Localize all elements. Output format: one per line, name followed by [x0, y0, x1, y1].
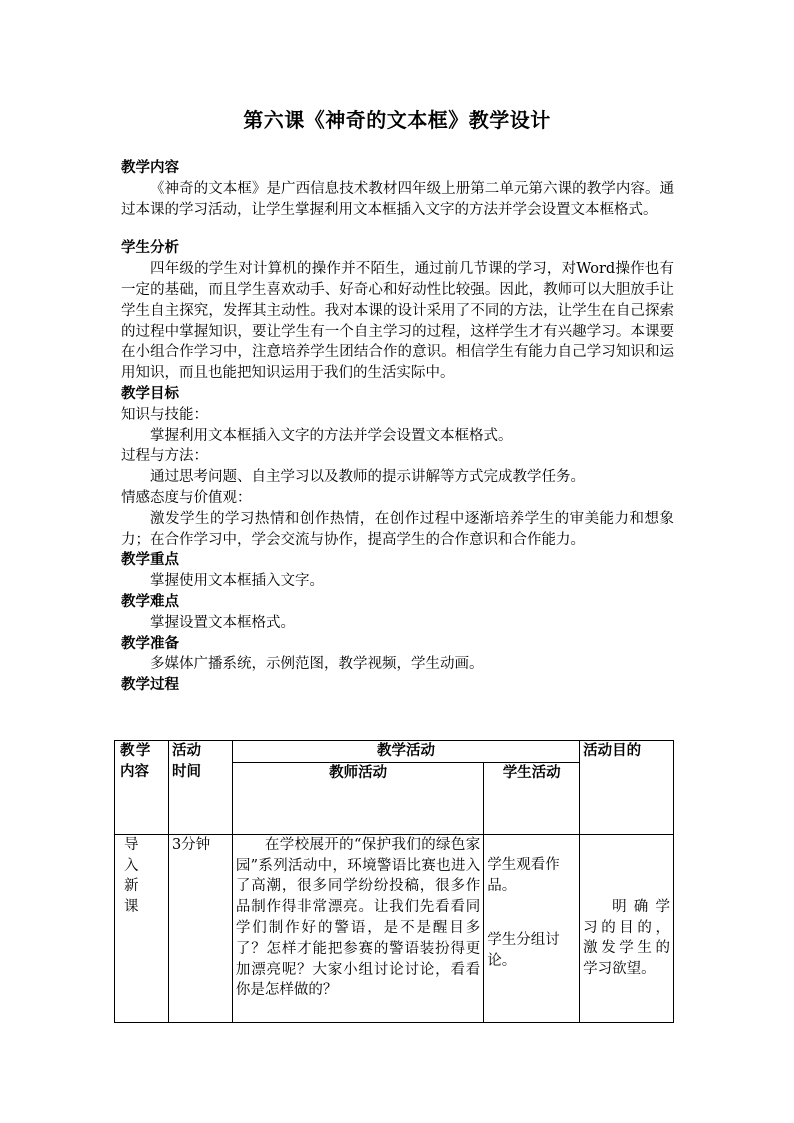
- goal-knowledge-text: 掌握利用文本框插入文字的方法并学会设置文本框格式。: [150, 427, 513, 444]
- preparation-text: 多媒体广播系统，示例范图，教学视频，学生动画。: [150, 656, 484, 673]
- goal-knowledge-label: 知识与技能：: [121, 406, 208, 423]
- section-heading-process: 教学过程: [121, 676, 179, 694]
- section-heading-goals: 教学目标: [121, 384, 179, 402]
- section-heading-content: 教学内容: [121, 159, 179, 176]
- document-body: [121, 158, 674, 696]
- lesson-process-table: [114, 740, 674, 1023]
- section-heading-key-point: 教学重点: [121, 551, 179, 569]
- analysis-paragraph: 四年级的学生对计算机的操作并不陌生，通过前几节课的学习，对Word操作也有一定的基础，而且学生喜欢动手、好奇心和好动性比较强。因此，教师可以大胆放手让学生自主探究，发挥其主动性。我对本课的设计采用了不同的方法，让学生在自己探索的过程中掌握知识，要让学生有一个自主学习的过程，这样学生才有兴趣学习。本课要在小组合作学习中，注意培养学生团结合作的意识。相信学生有能力自己学习知识和运用知识，而且也能把知识运用于我们的生活实际中。: [121, 261, 674, 382]
- header-student: 学生活动: [484, 762, 580, 834]
- header-teacher: 教师活动: [232, 762, 483, 834]
- goal-process-text: 通过思考问题、自主学习以及教师的提示讲解等方式完成教学任务。: [150, 469, 585, 486]
- row-purpose: 明确学习的目的，激发学生的学习欲望。: [580, 834, 674, 1022]
- goal-emotion-text: 激发学生的学习热情和创作热情，在创作过程中逐渐培养学生的审美能力和想象力；在合作学习中，学会交流与协作，提高学生的合作意识和合作能力。: [121, 510, 674, 548]
- row-student: 学生观看作品。 学生分组讨论。: [484, 834, 580, 1022]
- content-paragraph: 《神奇的文本框》是广西信息技术教材四年级上册第二单元第六课的教学内容。通过本课的学习活动，让学生掌握利用文本框插入文字的方法并学会设置文本框格式。: [121, 180, 674, 218]
- section-heading-difficulty: 教学难点: [121, 592, 179, 610]
- section-heading-analysis: 学生分析: [121, 239, 179, 257]
- key-point-text: 掌握使用文本框插入文字。: [150, 573, 324, 590]
- document-title: 第六课《神奇的文本框》教学设计: [243, 108, 551, 132]
- difficulty-text: 掌握设置文本框格式。: [150, 614, 295, 631]
- header-activity: 教学活动: [232, 741, 579, 763]
- row-teacher: 在学校展开的“保护我们的绿色家园”系列活动中，环境警语比赛也进入了高潮，很多同学纷纷投稿，很多作品制作得非常漂亮。让我们先看看同学们制作好的警语，是不是醒目多了？怎样才能把参赛的警语装扮得更加漂亮呢？大家小组讨论讨论，看看你是怎样做的？: [232, 834, 483, 1022]
- section-heading-preparation: 教学准备: [121, 634, 179, 652]
- header-time: 活动时间: [168, 741, 232, 835]
- goal-process-label: 过程与方法：: [121, 448, 208, 465]
- goal-emotion-label: 情感态度与价值观：: [121, 489, 252, 506]
- header-purpose: 活动目的: [580, 741, 674, 835]
- row-content: 导入新课: [115, 834, 169, 1022]
- header-content: 教学内容: [115, 741, 169, 835]
- row-time: 3分钟: [168, 834, 232, 1022]
- table-row: [115, 834, 674, 1022]
